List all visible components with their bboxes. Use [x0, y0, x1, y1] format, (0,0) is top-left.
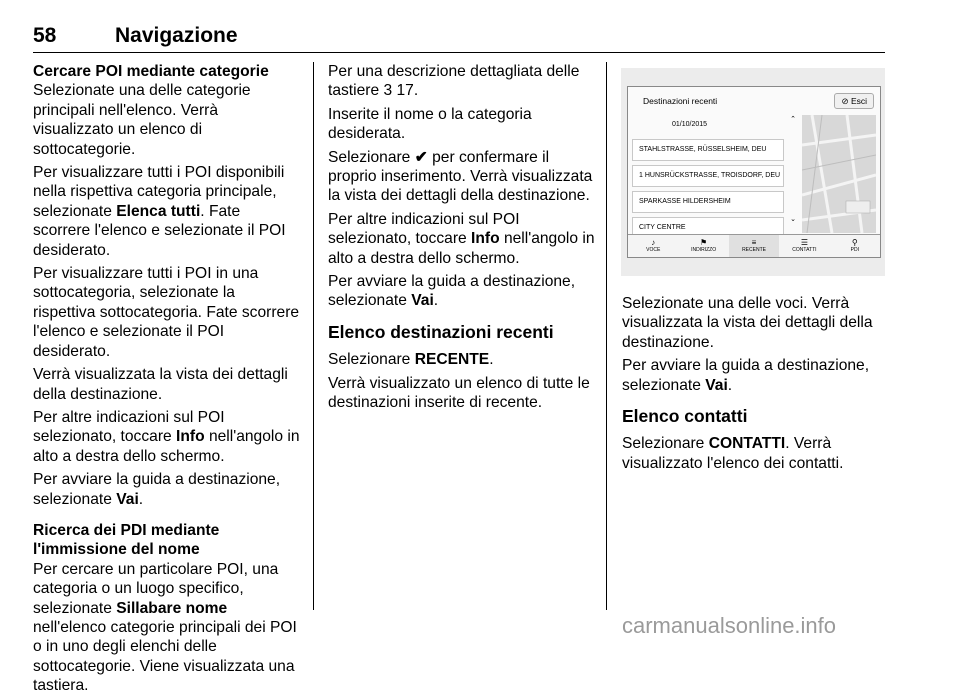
column-2	[328, 62, 596, 417]
screen-title: Destinazioni recenti	[643, 96, 718, 106]
recent-icon: ≡	[751, 238, 757, 247]
voice-icon: ♪	[651, 238, 656, 247]
paragraph: Per cercare un particolare POI, una categoria o un luogo specifico, selezionate Sillabare nome nell'elenco categorie principali dei POI o in uno degli elenchi delle sottocategorie. Viene visualizzata una tastiera.	[33, 560, 297, 695]
paragraph: Per avviare la guida a destinazione, selezionate Vai.	[33, 471, 281, 508]
flag-icon: ⚑	[700, 238, 708, 247]
scroll-down-icon: ⌄	[790, 216, 796, 223]
paragraph: Per avviare la guida a destinazione, selezionate Vai.	[622, 357, 870, 394]
section-heading: Cercare POI mediante categorie	[33, 63, 269, 80]
paragraph: Verrà visualizzata la vista dei dettagli della destinazione.	[33, 366, 288, 403]
ui-term: RECENTE	[414, 351, 490, 369]
list-scrollbar	[788, 115, 798, 233]
list-item: CITY CENTRE	[632, 217, 784, 239]
paragraph: Selezionare CONTATTI. Verrà visualizzato l'elenco dei contatti.	[622, 435, 844, 472]
ui-term: Info	[176, 428, 205, 446]
page-reference-icon: 3	[383, 82, 393, 100]
map-preview	[802, 115, 876, 233]
watermark: carmanualsonline.info	[622, 613, 837, 638]
ui-term: Elenca tutti	[116, 202, 201, 220]
list-item: STAHLSTRASSE, RÜSSELSHEIM, DEU	[632, 139, 784, 161]
screen-tab-bar	[628, 234, 880, 257]
section-heading: Ricerca dei PDI mediante l'immissione del nome	[33, 521, 220, 559]
scroll-up-icon: ⌃	[790, 116, 796, 123]
ui-term: CONTATTI	[708, 435, 786, 453]
paragraph: Selezionare ✔ per confermare il proprio inserimento. Verrà visualizzata la vista dei dettagli della destinazione.	[328, 148, 593, 205]
paragraph: Per visualizzare tutti i POI disponibili nella rispettiva categoria principale, selezionate Elenca tutti. Fate scorrere l'elenco e selezionate il POI desiderato.	[33, 164, 286, 259]
contacts-icon: ☰	[800, 238, 808, 247]
paragraph: Per altre indicazioni sul POI selezionato, toccare Info nell'angolo in alto a destra dello schermo.	[328, 210, 595, 267]
paragraph: Selezionate una delle voci. Verrà visualizzata la vista dei dettagli della destinazione.	[622, 295, 873, 351]
paragraph: Inserite il nome o la categoria desiderata.	[328, 105, 532, 143]
esc-button: ⊘ Esci	[834, 93, 874, 109]
tab-indirizzo: ⚑ INDIRIZZO	[678, 235, 728, 257]
page-number: 58	[33, 24, 57, 47]
paragraph: Per una descrizione dettagliata delle tastiere 3 17.	[328, 63, 580, 100]
ui-term: Vai	[116, 490, 139, 508]
list-item: SPARKASSE HILDERSHEIM	[632, 191, 784, 213]
list-date: 01/10/2015	[672, 121, 708, 128]
paragraph: Selezionare RECENTE.	[328, 351, 494, 369]
column-divider	[606, 62, 607, 610]
paragraph: Per visualizzare tutti i POI in una sottocategoria, selezionate la rispettiva sottocategoria. Fate scorrere l'elenco e selezionate il POI desiderato.	[33, 265, 300, 360]
column-divider	[313, 62, 314, 610]
paragraph: Verrà visualizzato un elenco di tutte le destinazioni inserite di recente.	[328, 374, 590, 412]
tab-pdi: ⚲ PDI	[830, 235, 880, 257]
paragraph: Per altre indicazioni sul POI selezionato, toccare Info nell'angolo in alto a destra dello schermo.	[33, 408, 300, 465]
column-1	[33, 62, 301, 700]
column-3	[622, 294, 890, 477]
tab-contatti: ☰ CONTATTI	[779, 235, 829, 257]
section-heading: Elenco destinazioni recenti	[328, 321, 554, 342]
page-header	[33, 22, 885, 53]
page-title: Navigazione	[115, 24, 238, 47]
ui-term: Info	[471, 230, 500, 248]
screen-display	[627, 86, 881, 258]
tab-recente: ≡ RECENTE	[729, 235, 779, 257]
poi-icon: ⚲	[851, 238, 858, 247]
recent-destinations-list	[632, 115, 784, 243]
paragraph: Per avviare la guida a destinazione, selezionate Vai.	[328, 273, 576, 310]
ui-term: Vai	[705, 376, 728, 394]
paragraph: Selezionate una delle categorie principali nell'elenco. Verrà visualizzato un elenco di sottocategorie.	[33, 82, 251, 158]
ui-term: Sillabare nome	[116, 599, 228, 617]
checkmark-icon: ✔	[414, 148, 428, 166]
ui-term: Vai	[411, 292, 434, 310]
list-item: 1 HUNSRÜCKSTRASSE, TROISDORF, DEU	[632, 165, 784, 187]
section-heading: Elenco contatti	[622, 406, 748, 427]
tab-voce: ♪ VOCE	[628, 235, 678, 257]
infotainment-screenshot	[621, 68, 885, 276]
